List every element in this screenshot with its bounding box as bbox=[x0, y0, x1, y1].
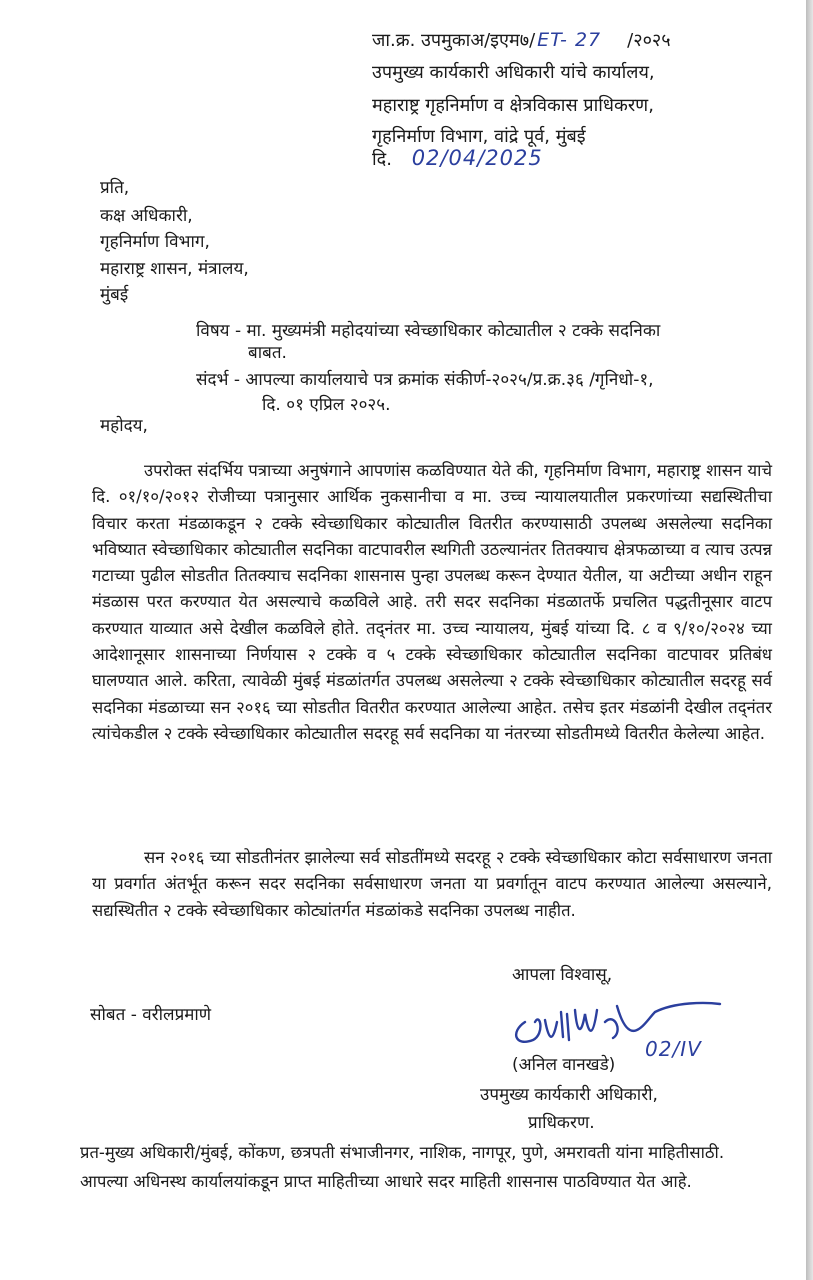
date-handwritten: 02/04/2025 bbox=[411, 146, 543, 170]
office-line-2: महाराष्ट्र गृहनिर्माण व क्षेत्रविकास प्राधिकरण, bbox=[372, 95, 654, 116]
letter-date bbox=[372, 146, 543, 171]
signatory-name: (अनिल वानखडे) bbox=[512, 1055, 616, 1075]
body-paragraph-2-text: सन २०१६ च्या सोडतीनंतर झालेल्या सर्व सोडतींमध्ये सदरहू २ टक्के स्वेच्छाधिकार कोटा सर्वसाधारण जनता या प्रवर्गात अंतर्भूत करून सदर सदनिका सर्वसाधारण जनता या प्रवर्गातून वाटप करण्यात आलेल्या असल्याने, सद्यस्थितीत २ टक्के स्वेच्छाधिकार कोट्यांतर्गत मंडळांकडे सदनिका उपलब्ध नाहीत. bbox=[92, 848, 772, 920]
reference-handwritten: ET- 27 bbox=[537, 29, 602, 51]
enclosure-note: सोबत - वरीलप्रमाणे bbox=[90, 1005, 212, 1025]
date-label: दि. bbox=[372, 149, 392, 170]
body-paragraph-2 bbox=[92, 845, 772, 924]
signature-date: 02/IV bbox=[645, 1037, 702, 1061]
salutation: महोदय, bbox=[100, 416, 148, 436]
subject-line-2: बाबत. bbox=[248, 343, 287, 363]
body-paragraph-1 bbox=[92, 458, 772, 747]
reference-line-1: संदर्भ - आपल्या कार्यालयाचे पत्र क्रमांक संकीर्ण-२०२५/प्र.क्र.३६ /गृनिधो-१, bbox=[196, 370, 654, 390]
reference-line-2: दि. ०१ एप्रिल २०२५. bbox=[262, 395, 391, 415]
closing-text: आपला विश्वासू, bbox=[512, 965, 613, 985]
recipient-line-3: गृहनिर्माण विभाग, bbox=[100, 232, 210, 252]
office-line-3: गृहनिर्माण विभाग, वांद्रे पूर्व, मुंबई bbox=[372, 126, 586, 147]
signatory-designation: उपमुख्य कार्यकारी अधिकारी, bbox=[480, 1085, 658, 1105]
office-line-1: उपमुख्य कार्यकारी अधिकारी यांचे कार्यालय, bbox=[372, 62, 655, 83]
recipient-line-2: कक्ष अधिकारी, bbox=[100, 206, 193, 226]
copy-to-note: प्रत-मुख्य अधिकारी/मुंबई, कोंकण, छत्रपती संभाजीनगर, नाशिक, नागपूर, पुणे, अमरावती यांना माहितीसाठी. आपल्या अधिनस्थ कार्यालयांकडून प्राप्त माहितीच्या आधारे सदर माहिती शासनास पाठविण्यात येत आहे. bbox=[80, 1143, 725, 1191]
page-edge-shadow bbox=[806, 0, 813, 1280]
reference-number bbox=[372, 28, 671, 52]
recipient-line-1: प्रति, bbox=[100, 178, 130, 198]
body-paragraph-1-text: उपरोक्त संदर्भिय पत्राच्या अनुषंगाने आपणांस कळविण्यात येते की, गृहनिर्माण विभाग, महाराष्ट्र शासन याचे दि. ०१/१०/२०१२ रोजीच्या पत्रानुसार आर्थिक नुकसानीचा व मा. उच्च न्यायालयातील प्रकरणांच्या सद्यस्थितीचा विचार करता मंडळाकडून २ टक्के स्वेच्छाधिकार कोट्यातील वितरीत करण्यासाठी उपलब्ध असलेल्या सदनिका भविष्यात स्वेच्छाधिकार कोट्यातील सदनिका वाटपावरील स्थगिती उठल्यानंतर तितक्याच क्षेत्रफळाच्या व त्याच उत्पन्न गटाच्या पुढील सोडतीत तितक्याच सदनिका शासनास पुन्हा उपलब्ध करून देण्यात येतील, या अटीच्या अधीन राहून मंडळास परत करण्यात येत असल्याचे कळविले आहे. तरी सदर सदनिका मंडळातर्फे प्रचलित पद्धतीनूसार वाटप करण्यात याव्यात असे देखील कळविले होते. तद्नंतर मा. उच्च न्यायालय, मुंबई यांच्या दि. ८ व ९/१०/२०२४ च्या आदेशानूसार शासनाच्या निर्णयास २ टक्के व ५ टक्के स्वेच्छाधिकार कोट्यातील सदनिका वाटपावर प्रतिबंध घालण्यात आले. करिता, त्यावेळी मुंबई मंडळांतर्गत उपलब्ध असलेल्या २ टक्के स्वेच्छाधिकार कोट्यातील सदरहू सर्व सदनिका मंडळाच्या सन २०१६ च्या सोडतीत वितरीत करण्यात आलेल्या आहेत. तसेच इतर मंडळांनी देखील तद्नंतर त्यांचेकडील २ टक्के स्वेच्छाधिकार कोट्यातील सदरहू सर्व सदनिका या नंतरच्या सोडतीमध्ये वितरीत केलेल्या आहेत. bbox=[92, 461, 772, 743]
reference-prefix: जा.क्र. उपमुकाअ/इएम७/ bbox=[372, 30, 536, 51]
signatory-authority: प्राधिकरण. bbox=[528, 1113, 595, 1133]
recipient-line-4: महाराष्ट्र शासन, मंत्रालय, bbox=[100, 259, 249, 279]
subject-line-1: विषय - मा. मुख्यमंत्री महोदयांच्या स्वेच्छाधिकार कोट्यातील २ टक्के सदनिका bbox=[196, 321, 661, 341]
recipient-line-5: मुंबई bbox=[100, 285, 129, 305]
reference-year: /२०२५ bbox=[627, 30, 671, 51]
